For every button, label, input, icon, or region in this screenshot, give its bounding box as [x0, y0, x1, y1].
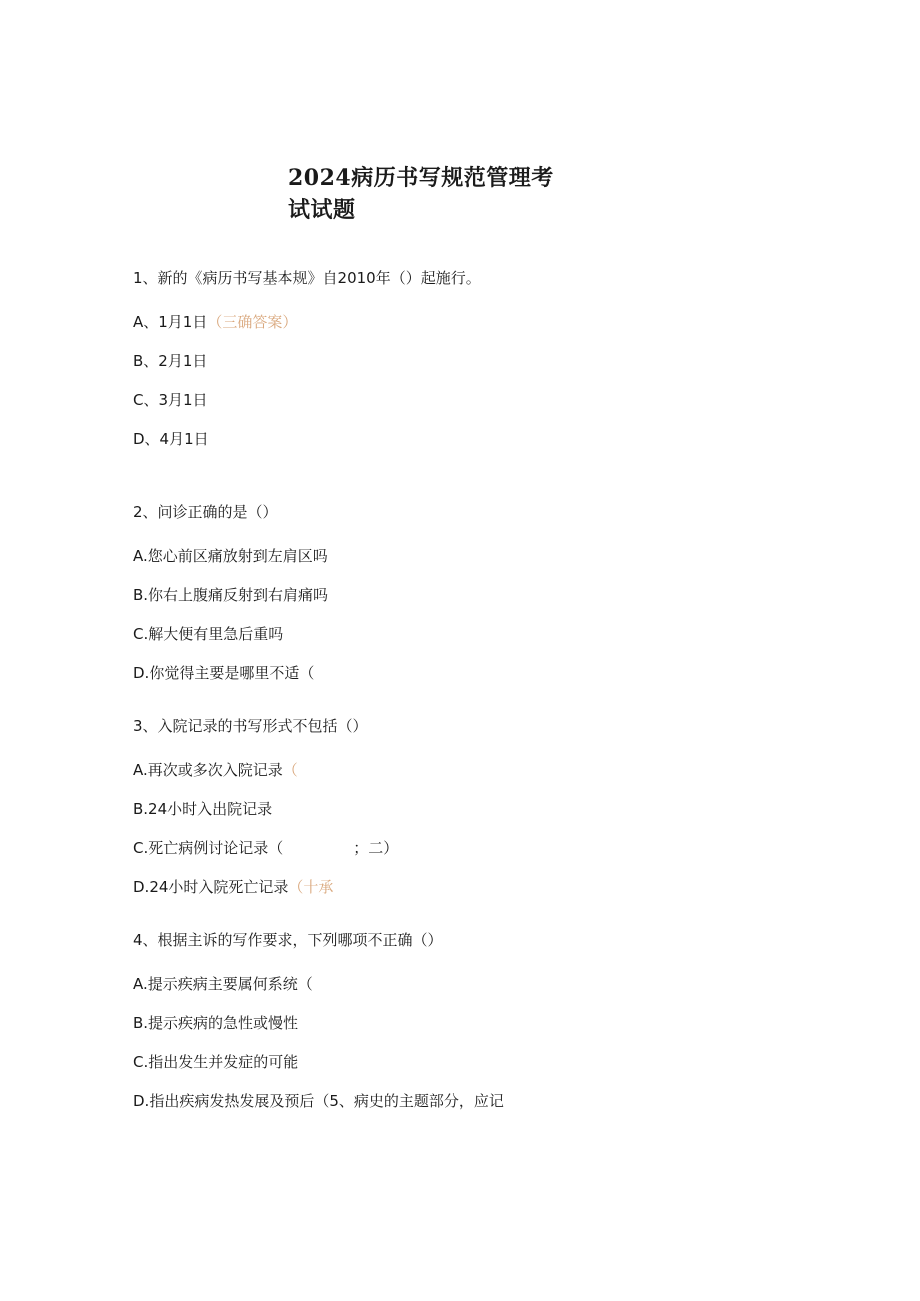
option-text: A.再次或多次入院记录 [133, 761, 283, 779]
question-4-option-a: A.提示疾病主要属何系统（ [133, 975, 313, 993]
option-text: D.24小时入院死亡记录 [133, 878, 289, 896]
question-1-option-a [133, 312, 297, 332]
question-2-option-a: A.您心前区痛放射到左肩区吗 [133, 547, 328, 565]
question-2-option-b: B.你右上腹痛反射到右肩痛吗 [133, 586, 329, 604]
question-1-option-d: D、4月1日 [133, 430, 209, 448]
question-3-stem: 3、入院记录的书写形式不包括（） [133, 717, 368, 735]
question-2-stem: 2、问诊正确的是（） [133, 503, 278, 521]
question-3-option-c [133, 838, 398, 858]
document-title [288, 162, 558, 226]
answer-note: （十承 [288, 878, 334, 896]
question-4-stem: 4、根据主诉的写作要求，下列哪项不正确（） [133, 931, 443, 949]
question-3-option-b: B.24小时入出院记录 [133, 800, 273, 818]
option-tail: ；二） [353, 839, 399, 857]
question-1-stem: 1、新的《病历书写基本规》自2010年（）起施行。 [133, 269, 481, 287]
answer-note: （三确答案） [207, 313, 298, 331]
title-line-2: 试试题 [288, 197, 356, 223]
option-text: A、1月1日 [133, 313, 208, 331]
question-1-option-b: B、2月1日 [133, 352, 208, 370]
question-4-option-d: D.指出疾病发热发展及预后（5、病史的主题部分，应记 [133, 1092, 504, 1110]
option-text: C.死亡病例讨论记录（ [133, 839, 284, 857]
question-3-option-a [133, 760, 298, 780]
question-1-option-c: C、3月1日 [133, 391, 208, 409]
question-3-option-d [133, 877, 333, 897]
question-2-option-c: C.解大便有里急后重吗 [133, 625, 284, 643]
question-2-option-d: D.你觉得主要是哪里不适（ [133, 664, 315, 682]
answer-note: （ [282, 761, 298, 779]
title-line-1: 2024病历书写规范管理考 [288, 165, 554, 191]
question-4-option-c: C.指出发生并发症的可能 [133, 1053, 299, 1071]
question-4-option-b: B.提示疾病的急性或慢性 [133, 1014, 299, 1032]
